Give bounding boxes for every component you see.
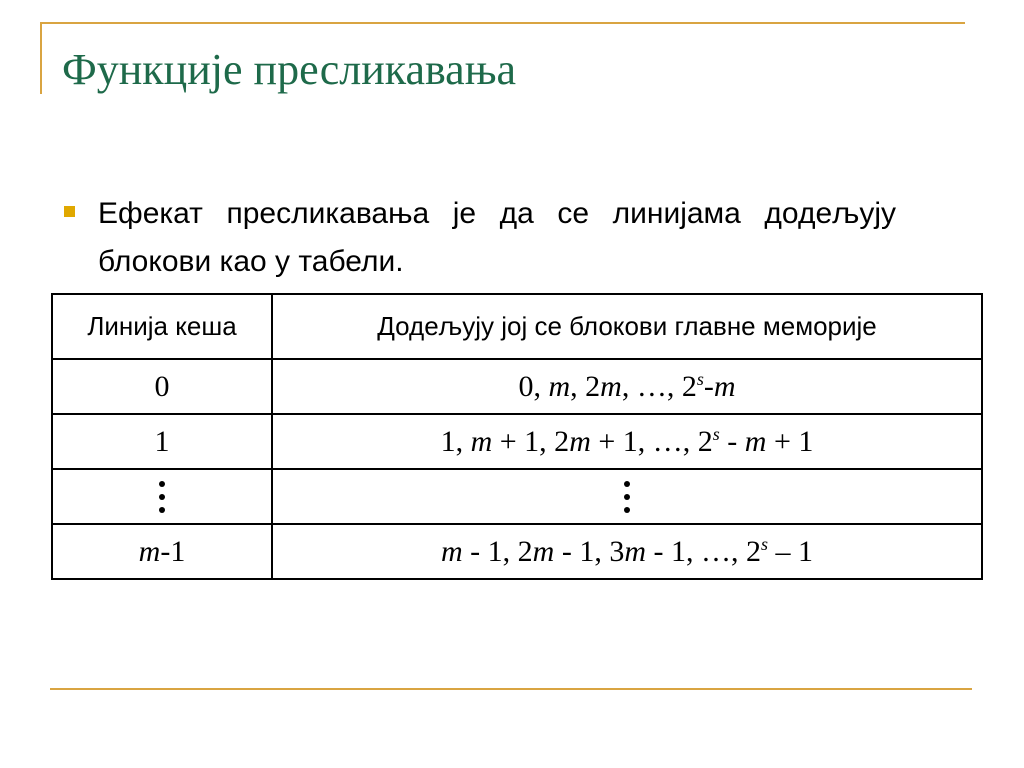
assigned-blocks-cell: 1, m + 1, 2m + 1, …, 2$^s$ - m + 1 (272, 414, 982, 469)
left-accent-line (40, 22, 42, 94)
cache-line-cell: 0 (52, 359, 272, 414)
bullet-text: Ефекат пресликавања је да се линијама додељују блокови као у табели. (98, 197, 896, 278)
bottom-accent-line (50, 688, 972, 690)
top-accent-line (40, 22, 965, 24)
table-row (52, 469, 982, 524)
cache-line-cell: 1 (52, 414, 272, 469)
header-assigned-blocks: Додељују јој се блокови главне меморије (272, 294, 982, 359)
table-body (52, 359, 982, 579)
table-row (52, 414, 982, 469)
table-header-row (52, 294, 982, 359)
square-bullet-icon (64, 206, 75, 217)
assigned-blocks-cell: m - 1, 2m - 1, 3m - 1, …, 2$^s$ – 1 (272, 524, 982, 579)
vertical-ellipsis-icon (623, 479, 631, 515)
assigned-blocks-cell: 0, m, 2m, …, 2$^s$-m (272, 359, 982, 414)
cache-line-cell: m-1 (52, 524, 272, 579)
mapping-table (51, 293, 983, 580)
table-row (52, 359, 982, 414)
header-cache-line: Линија кеша (52, 294, 272, 359)
cache-line-ellipsis (52, 469, 272, 524)
slide-title: Функције пресликавања (62, 45, 517, 94)
table-row (52, 524, 982, 579)
blocks-ellipsis (272, 469, 982, 524)
vertical-ellipsis-icon (158, 479, 166, 515)
